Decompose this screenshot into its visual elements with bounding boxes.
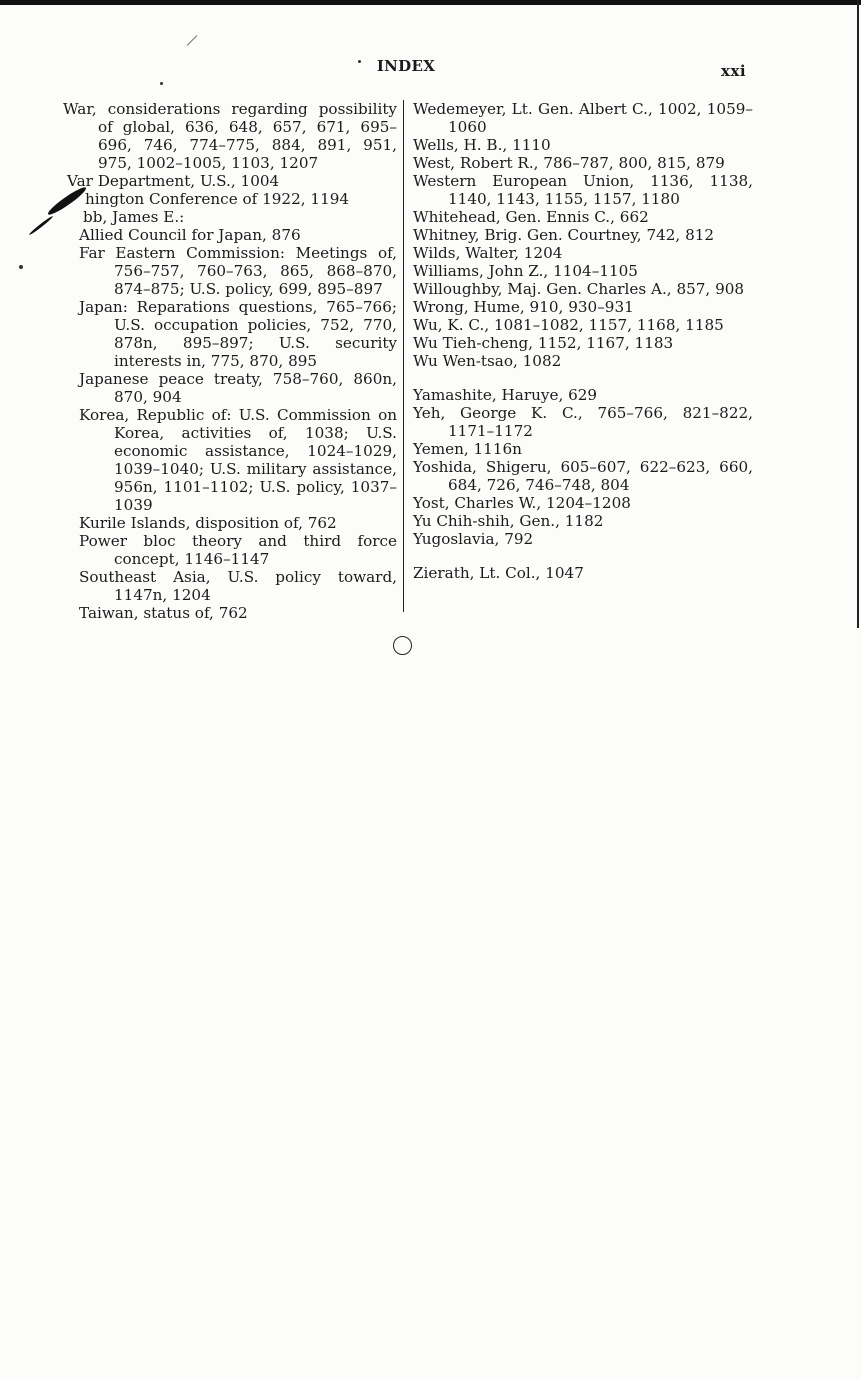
section-gap bbox=[413, 548, 753, 564]
index-entry-williams: Williams, John Z., 1104–1105 bbox=[413, 262, 638, 280]
index-entry-webb: bb, James E.: bbox=[83, 208, 185, 226]
subentry-japanese-peace-treaty: Japanese peace treaty, 758–760, 860n, 870, 904 bbox=[79, 370, 397, 406]
index-entry-yamashite: Yamashite, Haruye, 629 bbox=[413, 386, 598, 404]
pencil-stroke bbox=[187, 35, 198, 46]
index-entry-yoshida: Yoshida, Shigeru, 605–607, 622–623, 660, 684, 726, 746–748, 804 bbox=[413, 458, 753, 494]
subentry-taiwan: Taiwan, status of, 762 bbox=[79, 604, 248, 622]
page-edge-line bbox=[857, 0, 859, 628]
index-entry-wrong: Wrong, Hume, 910, 930–931 bbox=[413, 298, 634, 316]
subentry-southeast-asia: Southeast Asia, U.S. policy toward, 1147n, 1204 bbox=[79, 568, 397, 604]
index-entry-yu-chih-shih: Yu Chih-shih, Gen., 1182 bbox=[413, 512, 604, 530]
index-entry-war: War, considerations regarding possibility of global, 636, 648, 657, 671, 695–696, 746, 774–775, 884, 891, 951, 975, 1002–1005, 1103, 1207 bbox=[63, 100, 397, 172]
subentry-korea: Korea, Republic of: U.S. Commission on Korea, activities of, 1038; U.S. economic assistance, 1024–1029, 1039–1040; U.S. military assistance, 956n, 1101–1102; U.S. policy, 1037–1039 bbox=[79, 406, 397, 514]
subentry-far-eastern-commission: Far Eastern Commission: Meetings of, 756–757, 760–763, 865, 868–870, 874–875; U.S. policy, 699, 895–897 bbox=[79, 244, 397, 298]
subentry-allied-council: Allied Council for Japan, 876 bbox=[79, 226, 301, 244]
index-entry-wu-wen-tsao: Wu Wen-tsao, 1082 bbox=[413, 352, 562, 370]
index-entry-western-european-union: Western European Union, 1136, 1138, 1140, 1143, 1155, 1157, 1180 bbox=[413, 172, 753, 208]
ink-speck bbox=[19, 265, 23, 269]
index-entry-willoughby: Willoughby, Maj. Gen. Charles A., 857, 908 bbox=[413, 280, 745, 298]
index-entry-war-department: Var Department, U.S., 1004 bbox=[67, 172, 280, 190]
index-entry-washington-conference: hington Conference of 1922, 1194 bbox=[85, 190, 350, 208]
index-entry-wedemeyer: Wedemeyer, Lt. Gen. Albert C., 1002, 1059–1060 bbox=[413, 100, 753, 136]
index-entry-wells: Wells, H. B., 1110 bbox=[413, 136, 551, 154]
column-divider bbox=[403, 100, 404, 612]
section-gap bbox=[413, 370, 753, 386]
index-entry-yeh: Yeh, George K. C., 765–766, 821–822, 1171–1172 bbox=[413, 404, 753, 440]
index-entry-whitehead: Whitehead, Gen. Ennis C., 662 bbox=[413, 208, 649, 226]
subentry-japan: Japan: Reparations questions, 765–766; U.S. occupation policies, 752, 770, 878n, 895–897; U.S. security interests in, 775, 870, 895 bbox=[79, 298, 397, 370]
webb-subentries bbox=[63, 226, 397, 622]
subentry-power-bloc: Power bloc theory and third force concept, 1146–1147 bbox=[79, 532, 397, 568]
subentry-kurile-islands: Kurile Islands, disposition of, 762 bbox=[79, 514, 337, 532]
index-entry-whitney: Whitney, Brig. Gen. Courtney, 742, 812 bbox=[413, 226, 715, 244]
right-index-column bbox=[413, 100, 753, 582]
index-entry-west: West, Robert R., 786–787, 800, 815, 879 bbox=[413, 154, 725, 172]
top-border bbox=[0, 0, 861, 5]
index-entry-yost: Yost, Charles W., 1204–1208 bbox=[413, 494, 631, 512]
ink-smudge-tail bbox=[28, 215, 53, 236]
left-index-column bbox=[63, 100, 397, 622]
ink-speck bbox=[160, 82, 163, 85]
index-entry-wilds: Wilds, Walter, 1204 bbox=[413, 244, 563, 262]
page-number: xxi bbox=[721, 62, 747, 80]
circle-marker-icon bbox=[393, 636, 412, 655]
index-entry-wu-kc: Wu, K. C., 1081–1082, 1157, 1168, 1185 bbox=[413, 316, 724, 334]
index-header-title: INDEX bbox=[376, 57, 436, 75]
index-entry-zierath: Zierath, Lt. Col., 1047 bbox=[413, 564, 584, 582]
index-entry-wu-tieh-cheng: Wu Tieh-cheng, 1152, 1167, 1183 bbox=[413, 334, 674, 352]
index-entry-yugoslavia: Yugoslavia, 792 bbox=[413, 530, 534, 548]
index-entry-yemen: Yemen, 1116n bbox=[413, 440, 522, 458]
